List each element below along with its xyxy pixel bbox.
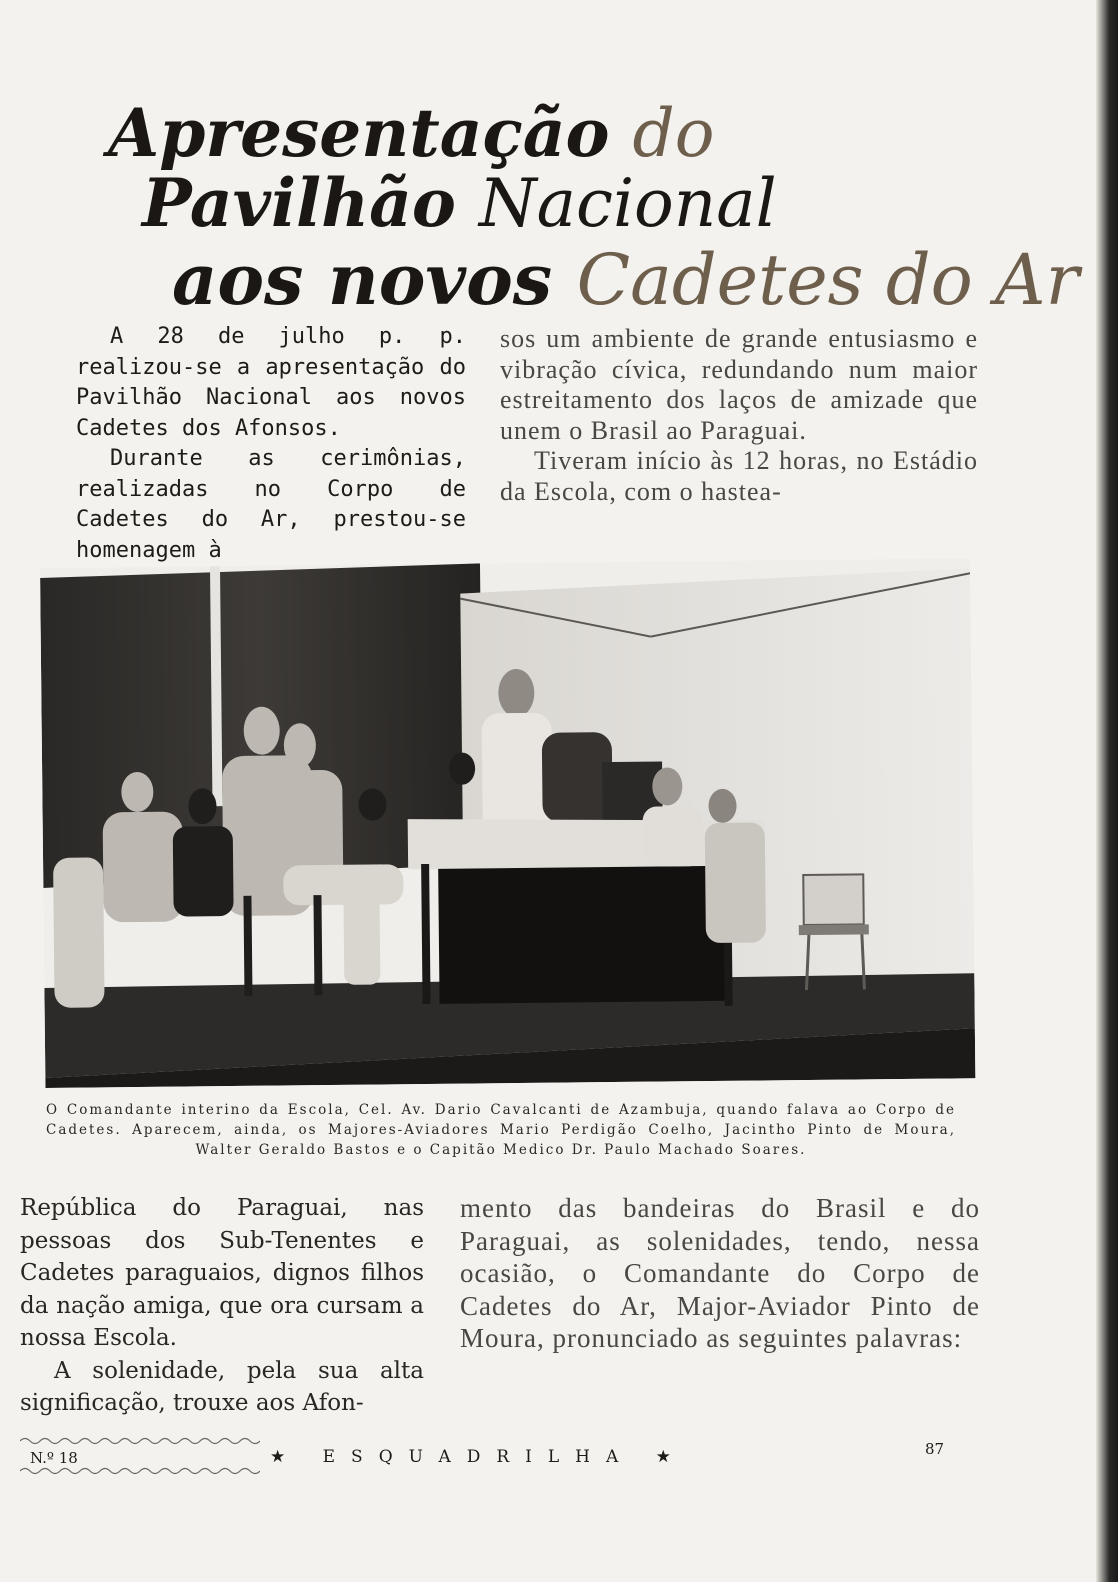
article-column-2 [500, 324, 978, 507]
photo-illustration [40, 558, 975, 1088]
article-column-3 [20, 1192, 424, 1420]
paragraph: República do Paraguai, nas pessoas dos Sub-Tenentes e Cadetes paraguaios, dignos filhos da nação amiga, que ora cursam a nossa Escola. [20, 1195, 424, 1351]
paragraph: mento das bandeiras do Brasil e do Paraguai, as solenidades, tendo, nessa ocasião, o Comandante do Corpo de Cadetes do Ar, Major-Aviador Pinto de Moura, pronunciado as seguintes palavras: [460, 1193, 980, 1353]
paragraph: sos um ambiente de grande entusiasmo e vibração cívica, redundando num maior estreitamento dos laços de amizade que unem o Brasil ao Paraguai. [500, 324, 978, 445]
paragraph: Durante as cerimônias, realizadas no Corpo de Cadetes do Ar, prestou-se homenagem à [76, 446, 466, 563]
title-line-3: aos novos Cadetes do Ar [172, 238, 1080, 321]
page-number: 87 [925, 1440, 945, 1458]
paragraph: Tiveram início às 12 horas, no Estádio da Escola, com o hastea- [500, 446, 978, 506]
footer-wavy-rule-bottom [20, 1466, 260, 1476]
title-line-2: Pavilhão Nacional [142, 164, 777, 242]
footer-wavy-rule-top [20, 1436, 260, 1446]
photo-caption: O Comandante interino da Escola, Cel. Av. Dario Cavalcanti de Azambuja, quando falava ao Corpo de Cadetes. Aparecem, ainda, os Majores-Aviadores Mario Perdigão Coelho, Jacintho Pinto de Moura, Walter Geraldo Bastos e o Capitão Medico Dr. Paulo Machado Soares. [46, 1102, 956, 1158]
issue-number: N.º 18 [30, 1449, 78, 1467]
paragraph: A solenidade, pela sua alta significação, trouxe aos Afon- [20, 1357, 424, 1416]
page-edge-shadow [1096, 0, 1118, 1582]
magazine-name: ★ ESQUADRILHA ★ [270, 1447, 687, 1467]
ceremony-photo [40, 558, 975, 1088]
article-column-1 [76, 322, 466, 566]
title-line-1: Apresentação do [108, 94, 715, 172]
paragraph: A 28 de julho p. p. realizou-se a apresentação do Pavilhão Nacional aos novos Cadetes dos Afonsos. [76, 324, 466, 441]
article-column-4 [460, 1192, 980, 1355]
